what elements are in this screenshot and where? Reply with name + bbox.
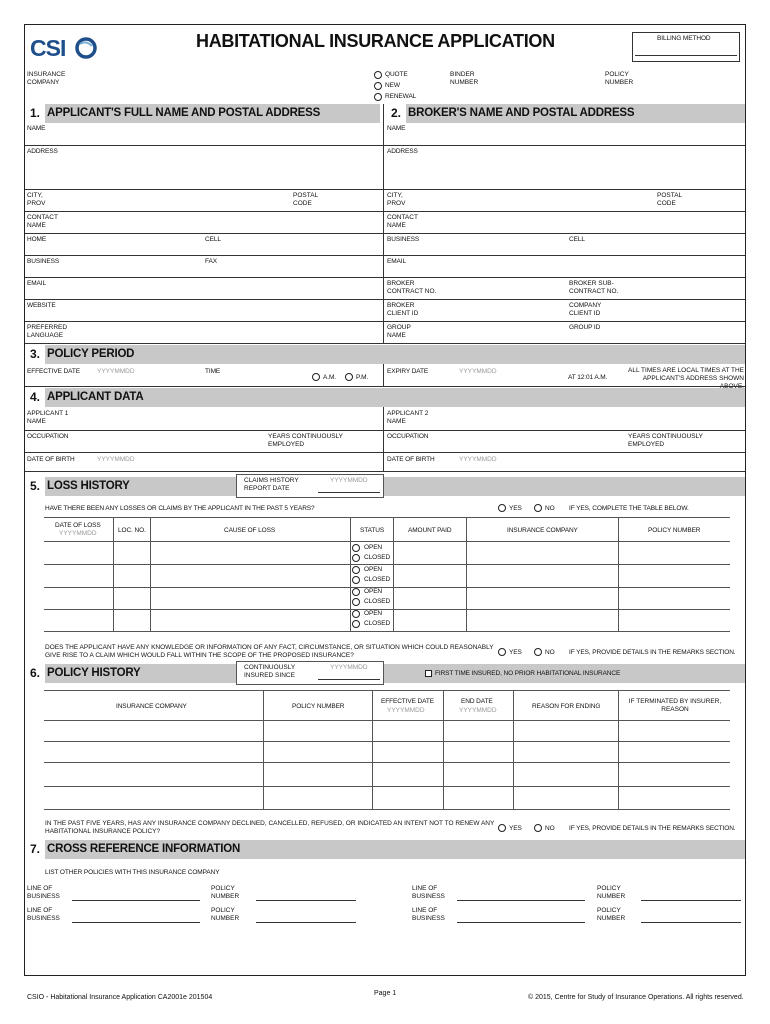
row3-open-radio[interactable] (352, 588, 360, 596)
continuously-insured-placeholder: YYYYMMDD (330, 664, 368, 671)
ph-col-effective-placeholder: YYYYMMDD (387, 707, 425, 714)
occupation1-label: OCCUPATION (27, 433, 69, 440)
years-employed2-label: YEARS CONTINUOUSLY EMPLOYED (628, 433, 704, 448)
pm-label: P.M. (356, 374, 369, 381)
broker-postal-label: POSTAL CODE (657, 192, 683, 207)
footer-page: Page 1 (374, 990, 397, 997)
loss-question: HAVE THERE BEEN ANY LOSSES OR CLAIMS BY THE APPLICANT IN THE PAST 5 YEARS? (45, 505, 315, 512)
col-date-placeholder: YYYYMMDD (59, 530, 97, 537)
broker-city-label: CITY, PROV (387, 192, 406, 207)
broker-business-label: BUSINESS (387, 236, 420, 243)
knowledge-yes-radio[interactable] (498, 648, 506, 656)
row1-closed-radio[interactable] (352, 554, 360, 562)
xref-policy-3: POLICY NUMBER (211, 907, 240, 922)
xref-policy-4: POLICY NUMBER (597, 907, 626, 922)
xref-lob-2-line[interactable] (457, 900, 585, 901)
row2-closed-label: CLOSED (364, 576, 391, 583)
at-1201-label: AT 12:01 A.M. (568, 374, 608, 381)
row4-open-label: OPEN (364, 610, 383, 617)
insurance-company-label: INSURANCE COMPANY (27, 71, 66, 86)
section-5-header: 5. LOSS HISTORY (25, 477, 745, 496)
policy-number-label: POLICY NUMBER (605, 71, 634, 86)
loss-yes-label: YES (509, 505, 522, 512)
row2-open-radio[interactable] (352, 566, 360, 574)
section-2-header: 2. BROKER'S NAME AND POSTAL ADDRESS (386, 104, 745, 123)
broker-contract-label: BROKER CONTRACT NO. (387, 280, 437, 295)
applicant-address-label: ADDRESS (27, 148, 58, 155)
col-loc-no: LOC. NO. (118, 527, 146, 534)
broker-email-label: EMAIL (387, 258, 407, 265)
dob1-label: DATE OF BIRTH (27, 456, 75, 463)
row1-closed-label: CLOSED (364, 554, 391, 561)
company-client-id-label: COMPANY CLIENT ID (569, 302, 602, 317)
loss-no-radio[interactable] (534, 504, 542, 512)
row3-closed-label: CLOSED (364, 598, 391, 605)
claims-history-placeholder: YYYYMMDD (330, 477, 368, 484)
knowledge-no-radio[interactable] (534, 648, 542, 656)
pm-radio[interactable] (345, 373, 353, 381)
applicant1-label: APPLICANT 1 NAME (27, 410, 69, 425)
xref-lob-2: LINE OF BUSINESS (412, 885, 445, 900)
xref-lob-3-line[interactable] (72, 922, 200, 923)
dob2-label: DATE OF BIRTH (387, 456, 435, 463)
applicant-language-label: PREFERRED LANGUAGE (27, 324, 68, 339)
ph-col-effective: EFFECTIVE DATE (381, 698, 435, 705)
new-radio[interactable] (374, 82, 382, 90)
col-insurance-company: INSURANCE COMPANY (507, 527, 578, 534)
xref-policy-1-line[interactable] (256, 900, 356, 901)
quote-radio[interactable] (374, 71, 382, 79)
csio-logo (30, 34, 100, 60)
loss-table (44, 517, 730, 632)
dob1-placeholder: YYYYMMDD (97, 456, 135, 463)
knowledge-if-yes-note: IF YES, PROVIDE DETAILS IN THE REMARKS SECTION. (569, 649, 736, 656)
section-7-header: 7. CROSS REFERENCE INFORMATION (25, 840, 745, 859)
group-name-label: GROUP NAME (387, 324, 411, 339)
row4-closed-radio[interactable] (352, 620, 360, 628)
loss-yes-radio[interactable] (498, 504, 506, 512)
list-other-label: LIST OTHER POLICIES WITH THIS INSURANCE COMPANY (45, 869, 220, 876)
broker-name-label: NAME (387, 125, 406, 132)
xref-lob-1: LINE OF BUSINESS (27, 885, 60, 900)
first-time-label: FIRST TIME INSURED, NO PRIOR HABITATIONAL INSURANCE (435, 670, 621, 677)
applicant-home-label: HOME (27, 236, 47, 243)
renewal-radio[interactable] (374, 93, 382, 101)
applicant-contact-label: CONTACT NAME (27, 214, 58, 229)
ph-col-company: INSURANCE COMPANY (116, 703, 187, 710)
applicant-city-label: CITY, PROV (27, 192, 46, 207)
broker-contact-label: CONTACT NAME (387, 214, 418, 229)
section-4-header: 4. APPLICANT DATA (25, 388, 745, 407)
loss-no-label: NO (545, 505, 555, 512)
declined-no-radio[interactable] (534, 824, 542, 832)
broker-client-id-label: BROKER CLIENT ID (387, 302, 419, 317)
ph-col-terminated: IF TERMINATED BY INSURER, REASON (628, 698, 722, 713)
row4-open-radio[interactable] (352, 610, 360, 618)
occupation2-label: OCCUPATION (387, 433, 429, 440)
svg-text:CSI: CSI (30, 35, 66, 60)
row1-open-label: OPEN (364, 544, 383, 551)
applicant-cell-label: CELL (205, 236, 221, 243)
applicant-email-label: EMAIL (27, 280, 47, 287)
continuously-insured-label: CONTINUOUSLY INSURED SINCE (244, 664, 296, 679)
applicant-name-label: NAME (27, 125, 46, 132)
col-date-of-loss: DATE OF LOSS (55, 522, 101, 529)
row4-closed-label: CLOSED (364, 620, 391, 627)
row2-closed-radio[interactable] (352, 576, 360, 584)
knowledge-no-label: NO (545, 649, 555, 656)
ph-col-reason: REASON FOR ENDING (532, 703, 601, 710)
quote-label: QUOTE (385, 71, 408, 78)
binder-number-label: BINDER NUMBER (450, 71, 479, 86)
form-title: HABITATIONAL INSURANCE APPLICATION (196, 31, 555, 51)
broker-address-label: ADDRESS (387, 148, 418, 155)
effective-date-label: EFFECTIVE DATE (27, 368, 81, 375)
xref-lob-4-line[interactable] (457, 922, 585, 923)
billing-method-box[interactable] (632, 32, 740, 62)
section-3-header: 3. POLICY PERIOD (25, 345, 745, 364)
row3-closed-radio[interactable] (352, 598, 360, 606)
declined-yes-radio[interactable] (498, 824, 506, 832)
declined-question: IN THE PAST FIVE YEARS, HAS ANY INSURANCE COMPANY DECLINED, CANCELLED, REFUSED, OR INDICATED AN INTENT NOT TO RENEW ANY HABITATIONAL INSURANCE POLICY? (45, 820, 495, 835)
applicant-fax-label: FAX (205, 258, 217, 265)
broker-cell-label: CELL (569, 236, 585, 243)
billing-method-label: BILLING METHOD (657, 35, 711, 42)
xref-policy-1: POLICY NUMBER (211, 885, 240, 900)
xref-lob-1-line[interactable] (72, 900, 200, 901)
knowledge-question: DOES THE APPLICANT HAVE ANY KNOWLEDGE OR INFORMATION OF ANY FACT, CIRCUMSTANCE, OR SITUATION WHICH COULD REASONABLY GIVE RISE TO A CLAIM WHICH WOULD FALL WITHIN THE SCOPE OF THE PROPOSED INSURANCE? (45, 644, 494, 659)
col-amount-paid: AMOUNT PAID (408, 527, 452, 534)
xref-policy-4-line[interactable] (641, 922, 741, 923)
footer-form-id: CSIO - Habitational Insurance Application CA2001e 201504 (27, 994, 213, 1001)
xref-policy-2-line[interactable] (641, 900, 741, 901)
ph-col-end: END DATE (461, 698, 493, 705)
am-radio[interactable] (312, 373, 320, 381)
applicant-business-label: BUSINESS (27, 258, 60, 265)
time-label: TIME (205, 368, 221, 375)
knowledge-yes-label: YES (509, 649, 522, 656)
claims-history-label: CLAIMS HISTORY REPORT DATE (244, 477, 299, 492)
loss-if-yes-note: IF YES, COMPLETE THE TABLE BELOW. (569, 505, 689, 512)
row2-open-label: OPEN (364, 566, 383, 573)
row3-open-label: OPEN (364, 588, 383, 595)
xref-policy-3-line[interactable] (256, 922, 356, 923)
col-cause-of-loss: CAUSE OF LOSS (224, 527, 276, 534)
col-policy-number: POLICY NUMBER (648, 527, 701, 534)
xref-policy-2: POLICY NUMBER (597, 885, 626, 900)
xref-lob-3: LINE OF BUSINESS (27, 907, 60, 922)
local-times-note: ALL TIMES ARE LOCAL TIMES AT THE APPLICANT'S ADDRESS SHOWN (628, 367, 744, 382)
expiry-date-label: EXPIRY DATE (387, 368, 429, 375)
footer-copyright: © 2015, Centre for Study of Insurance Operations. All rights reserved. (528, 994, 744, 1001)
declined-no-label: NO (545, 825, 555, 832)
applicant-website-label: WEBSITE (27, 302, 56, 309)
col-status: STATUS (360, 527, 385, 534)
ph-col-end-placeholder: YYYYMMDD (459, 707, 497, 714)
group-id-label: GROUP ID (569, 324, 601, 331)
renewal-label: RENEWAL (385, 93, 417, 100)
ph-col-policy: POLICY NUMBER (292, 703, 345, 710)
am-label: A.M. (323, 374, 336, 381)
row1-open-radio[interactable] (352, 544, 360, 552)
applicant-postal-label: POSTAL CODE (293, 192, 319, 207)
declined-yes-label: YES (509, 825, 522, 832)
effective-date-placeholder: YYYYMMDD (97, 368, 135, 375)
section-1-header: 1. APPLICANT'S FULL NAME AND POSTAL ADDRESS (25, 104, 380, 123)
xref-lob-4: LINE OF BUSINESS (412, 907, 445, 922)
new-label: NEW (385, 82, 400, 89)
dob2-placeholder: YYYYMMDD (459, 456, 497, 463)
applicant2-label: APPLICANT 2 NAME (387, 410, 429, 425)
first-time-checkbox[interactable] (425, 670, 432, 677)
years-employed1-label: YEARS CONTINUOUSLY EMPLOYED (268, 433, 344, 448)
section-6-header: 6. POLICY HISTORY (25, 664, 745, 683)
declined-if-yes-note: IF YES, PROVIDE DETAILS IN THE REMARKS SECTION. (569, 825, 736, 832)
broker-sub-contract-label: BROKER SUB- CONTRACT NO. (569, 280, 619, 295)
expiry-date-placeholder: YYYYMMDD (459, 368, 497, 375)
